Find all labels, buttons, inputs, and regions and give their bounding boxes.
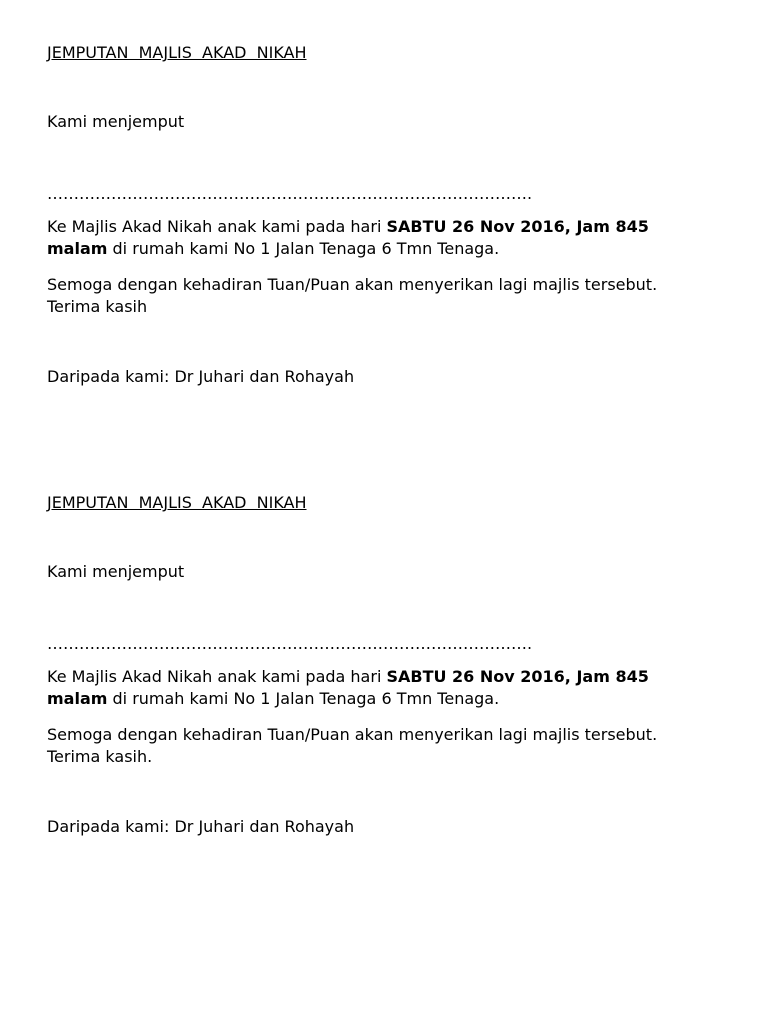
invitation-title: JEMPUTAN MAJLIS AKAD NIKAH	[47, 43, 307, 62]
event-details	[47, 216, 707, 260]
invitation-card	[47, 42, 707, 386]
event-details-prefix: Ke Majlis Akad Nikah anak kami pada hari	[47, 217, 387, 236]
signature-text: Daripada kami: Dr Juhari dan Rohayah	[47, 817, 355, 836]
invitee-name-blank: ……………………………………………………………………………….	[47, 184, 533, 203]
greeting-text: Kami menjemput	[47, 112, 185, 131]
event-date-time: SABTU 26 Nov 2016, Jam 845 malam	[47, 217, 649, 258]
event-details	[47, 666, 707, 710]
greeting-text: Kami menjemput	[47, 562, 185, 581]
closing-text: Semoga dengan kehadiran Tuan/Puan akan menyerikan lagi majlis tersebut. Terima kasih.	[47, 725, 658, 766]
invitation-card	[47, 492, 707, 836]
event-location: di rumah kami No 1 Jalan Tenaga 6 Tmn Tenaga.	[107, 239, 500, 258]
event-date-time: SABTU 26 Nov 2016, Jam 845 malam	[47, 667, 649, 708]
invitation-title: JEMPUTAN MAJLIS AKAD NIKAH	[47, 493, 307, 512]
event-location: di rumah kami No 1 Jalan Tenaga 6 Tmn Tenaga.	[107, 689, 500, 708]
event-details-prefix: Ke Majlis Akad Nikah anak kami pada hari	[47, 667, 387, 686]
closing-text: Semoga dengan kehadiran Tuan/Puan akan menyerikan lagi majlis tersebut. Terima kasih	[47, 275, 658, 316]
invitee-name-blank: ……………………………………………………………………………….	[47, 634, 533, 653]
signature-text: Daripada kami: Dr Juhari dan Rohayah	[47, 367, 355, 386]
